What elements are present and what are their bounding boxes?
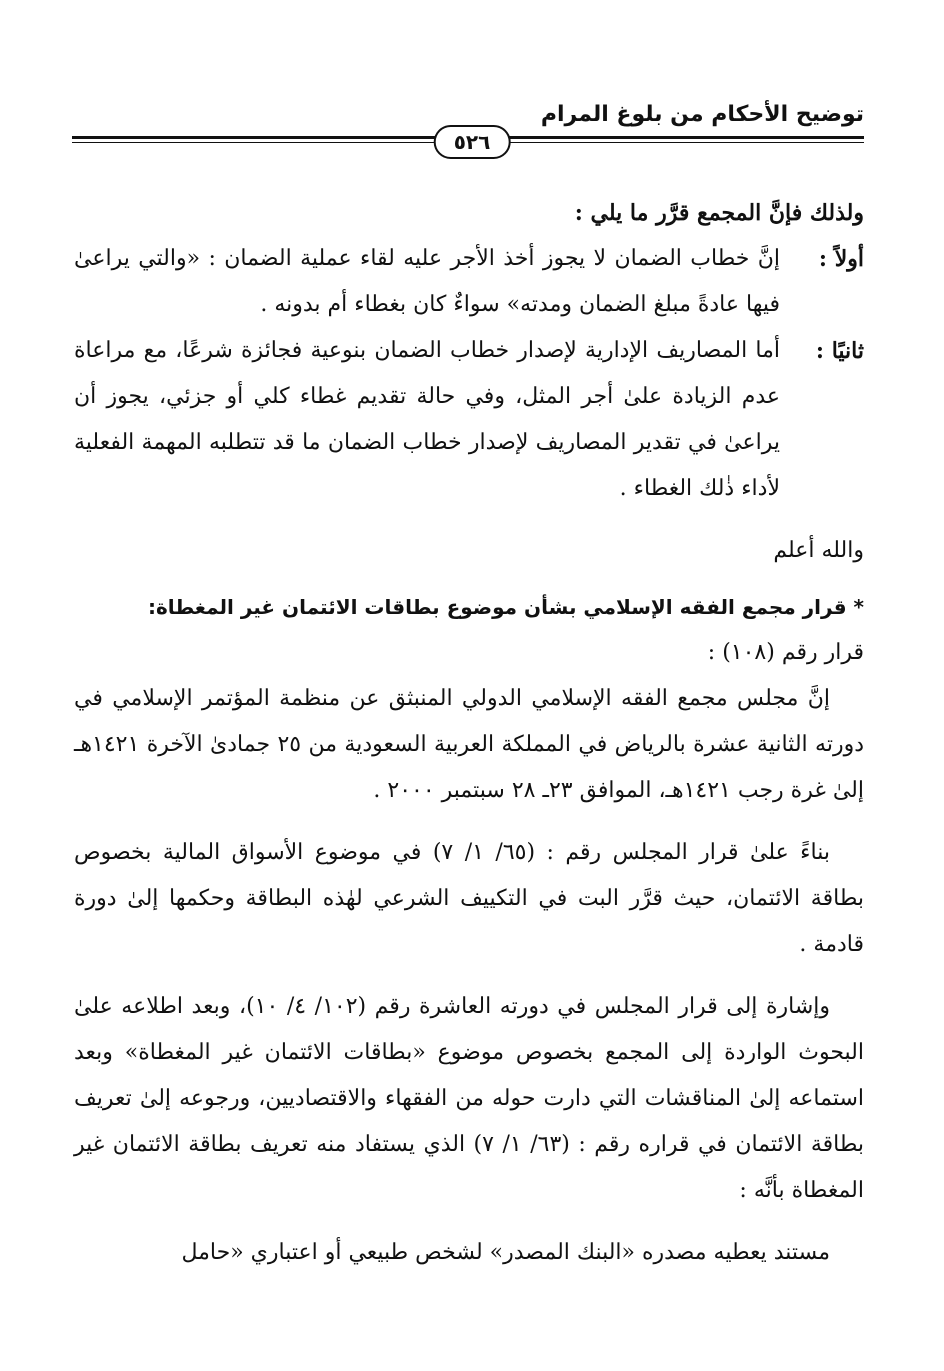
item-second-label: ثانيًا : xyxy=(815,338,864,364)
decision-number: قرار رقم (١٠٨) : xyxy=(707,640,864,665)
item-first xyxy=(74,236,864,328)
running-title: توضيح الأحكام من بلوغ المرام xyxy=(540,102,864,127)
item-second-text: أما المصاريف الإدارية لإصدار خطاب الضمان بنوعية فجائزة شرعًا، مع مراعاة عدم الزيادة علىٰ أجر المثل، وفي حالة تقديم غطاء كلي أو جزئي، يجوز أن يراعىٰ في تقدير المصاريف لإصدار خطاب الضمان ما قد تتطلبه المهمة الفعلية لأداء ذٰلك الغطاء . xyxy=(74,338,780,501)
page-body xyxy=(74,190,864,1276)
page-number: ٥٢٦ xyxy=(434,125,511,159)
item-second xyxy=(74,328,864,512)
section-heading: * قرار مجمع الفقه الإسلامي بشأن موضوع بطاقات الائتمان غير المغطاة: xyxy=(148,595,864,619)
paragraph-based-on: بناءً علىٰ قرار المجلس رقم : (٦٥/ ١/ ٧) في موضوع الأسواق المالية بخصوص بطاقة الائتمان، حيث قرَّر البت في التكييف الشرعي لهٰذه البطاقة وحكمها إلىٰ دورة قادمة . xyxy=(74,840,864,957)
paragraph-referral: وإشارة إلى قرار المجلس في دورته العاشرة رقم (١٠٢/ ٤/ ١٠)، وبعد اطلاعه علىٰ البحوث الواردة إلى المجمع بخصوص موضوع «بطاقات الائتمان غير المغطاة» وبعد استماعه إلىٰ المناقشات التي دارت حوله من الفقهاء والاقتصاديين، ورجوعه إلىٰ تعريف بطاقة الائتمان في قراره رقم : (٦٣/ ١/ ٧) الذي يستفاد منه تعريف بطاقة الائتمان غير المغطاة بأنَّه : xyxy=(74,994,865,1203)
paragraph-definition: مستند يعطيه مصدره «البنك المصدر» لشخص طبيعي أو اعتباري «حامل xyxy=(181,1240,830,1265)
item-first-label: أولاً : xyxy=(818,246,864,272)
intro-line: ولذلك فإنَّ المجمع قرَّر ما يلي : xyxy=(574,200,864,226)
closing-phrase: والله أعلم xyxy=(773,538,864,563)
item-first-text: إنَّ خطاب الضمان لا يجوز أخذ الأجر عليه لقاء عملية الضمان : «والتي يراعىٰ فيها عادةً مبلغ الضمان ومدته» سواءٌ كان بغطاء أم بدونه . xyxy=(74,246,780,317)
paragraph-council: إنَّ مجلس مجمع الفقه الإسلامي الدولي المنبثق عن منظمة المؤتمر الإسلامي في دورته الثانية عشرة بالرياض في المملكة العربية السعودية من ٢٥ جمادىٰ الآخرة ١٤٢١هـ إلىٰ غرة رجب ١٤٢١هـ، الموافق ٢٣ـ ٢٨ سبتمبر ٢٠٠٠ . xyxy=(74,686,864,803)
